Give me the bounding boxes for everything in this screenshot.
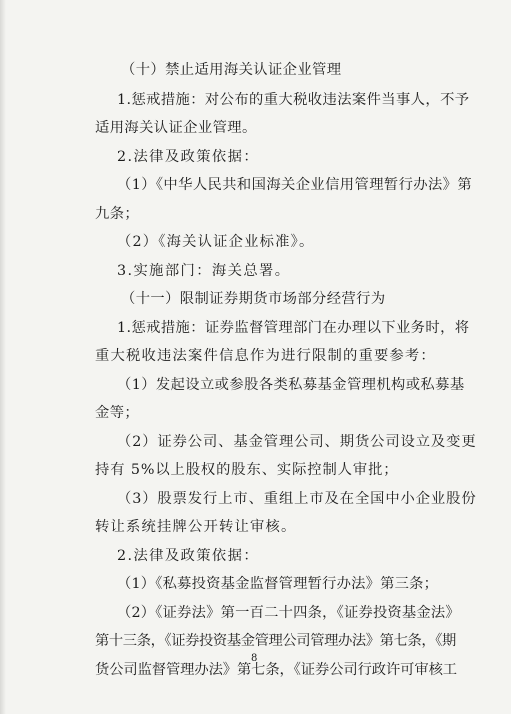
paragraph-line: 1.惩戒措施：对公布的重大税收违法案件当事人，不予 <box>117 92 470 108</box>
paragraph-line: （1）《中华人民共和国海关企业信用管理暂行办法》第 <box>117 177 473 193</box>
paragraph-line: 第十三条，《证券投资基金管理公司管理办法》第七条，《期 <box>95 633 456 649</box>
paragraph-line: 九条； <box>95 206 140 222</box>
scan-edge-shadow <box>0 0 6 714</box>
paragraph-line: （2）《海关认证企业标准》。 <box>117 234 315 250</box>
paragraph-line: 1.惩戒措施：证券监督管理部门在办理以下业务时，将 <box>117 320 470 336</box>
page-number: 8 <box>251 653 258 664</box>
paragraph-line: 金等； <box>95 405 140 421</box>
paragraph-line: 3.实施部门：海关总署。 <box>117 263 291 279</box>
section-heading-11: （十一）限制证券期货市场部分经营行为 <box>121 291 386 307</box>
paragraph-line: 2.法律及政策依据： <box>117 548 260 564</box>
paragraph-line: 适用海关认证企业管理。 <box>95 120 257 136</box>
paragraph-line: （1）《私募投资基金监督管理暂行办法》第三条； <box>117 576 439 592</box>
paragraph-line: 2.法律及政策依据： <box>117 149 260 165</box>
paragraph-line: 转让系统挂牌公开转让审核。 <box>95 519 297 535</box>
paragraph-line: 货公司监督管理办法》第七条，《证券公司行政许可审核工 <box>95 662 457 678</box>
paragraph-line: （3）股票发行上市、重组上市及在全国中小企业股份 <box>117 491 477 507</box>
paragraph-line: 重大税收违法案件信息作为进行限制的重要参考： <box>95 348 436 364</box>
paragraph-line: （1）发起设立或参股各类私募基金管理机构或私募基 <box>117 377 465 393</box>
paragraph-line: （2）《证券法》第一百二十四条，《证券投资基金法》 <box>117 605 460 621</box>
paragraph-line: （2）证券公司、基金管理公司、期货公司设立及变更 <box>117 434 477 450</box>
section-heading-10: （十）禁止适用海关认证企业管理 <box>121 62 342 78</box>
paragraph-line: 持有 5%以上股权的股东、实际控制人审批； <box>95 462 399 478</box>
